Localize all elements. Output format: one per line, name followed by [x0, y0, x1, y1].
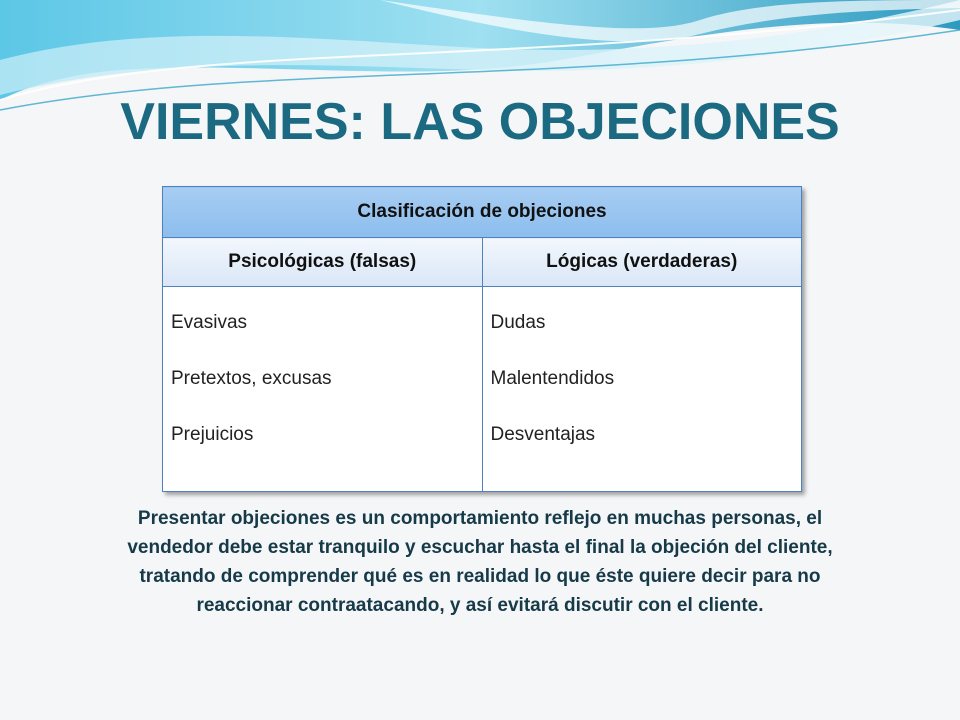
objections-table — [162, 186, 802, 492]
body-paragraph: Presentar objeciones es un comportamiento reflejo en muchas personas, el vendedor debe estar tranquilo y escuchar hasta el final la objeción del cliente, tratando de comprender qué es en realidad lo que éste quiere decir para no reaccionar contraatacando, y así evitará discutir con el cliente. — [127, 508, 833, 616]
column-header-psicologicas: Psicológicas (falsas) — [163, 238, 483, 287]
list-item: Pretextos, excusas — [171, 368, 332, 389]
logicas-cell — [482, 287, 802, 492]
table-header: Clasificación de objeciones — [163, 187, 802, 238]
slide-title: VIERNES: LAS OBJECIONES — [120, 93, 840, 151]
psicologicas-cell — [163, 287, 483, 492]
column-header-logicas: Lógicas (verdaderas) — [482, 238, 802, 287]
list-item: Prejuicios — [171, 424, 254, 445]
list-item: Desventajas — [490, 424, 596, 445]
list-item: Evasivas — [171, 312, 248, 333]
list-item: Dudas — [490, 312, 546, 333]
list-item: Malentendidos — [490, 368, 615, 389]
